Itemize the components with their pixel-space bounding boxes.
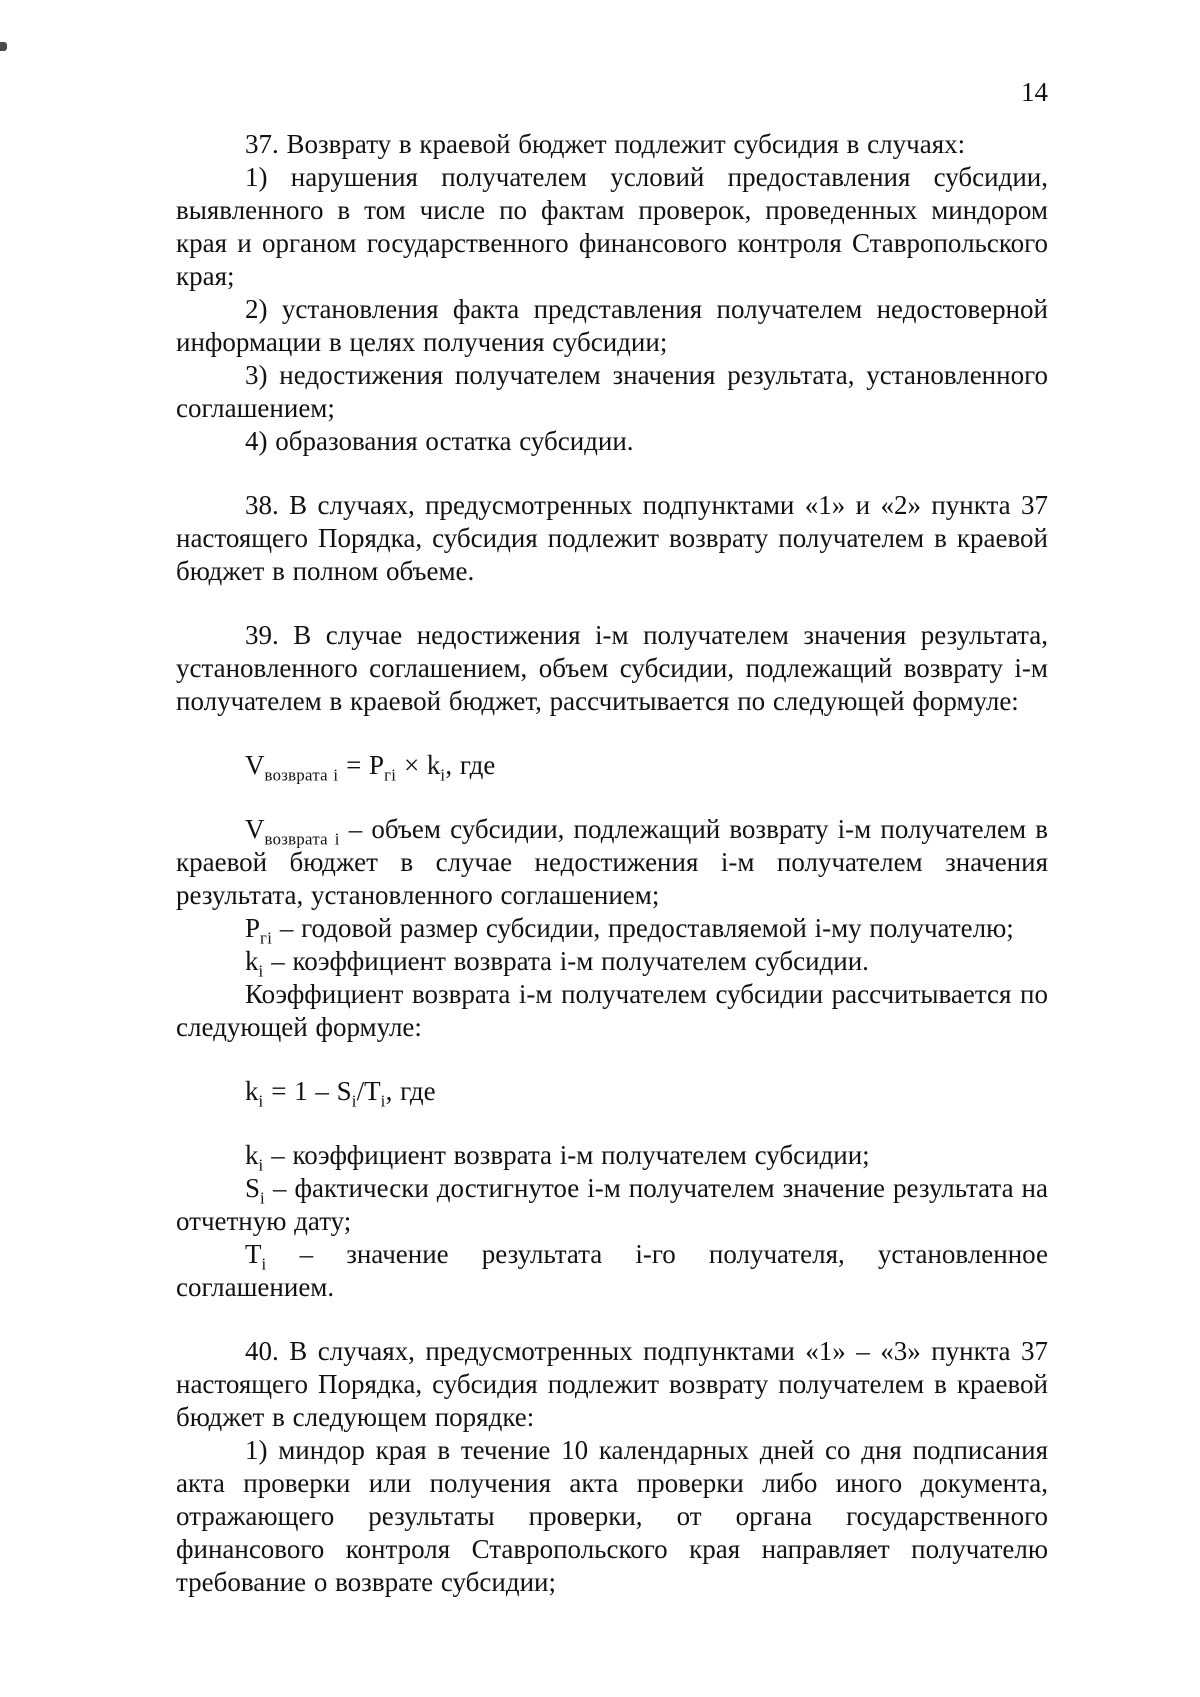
text-segment: k xyxy=(245,1140,259,1170)
text-segment: T xyxy=(245,1239,262,1269)
para-37-sub-3 xyxy=(176,359,1048,425)
scan-artifact xyxy=(0,42,7,51)
text-segment: = 1 – S xyxy=(263,1076,352,1106)
formula-subscript: гi xyxy=(384,765,397,785)
text-segment: 1) миндор края в течение 10 календарных дней со дня подписания акта проверки или получения акта проверки либо иного документа, отражающего результаты проверки, от органа государственного финансового контроля Ставропольского края направляет получателю требование о возврате субсидии; xyxy=(176,1435,1048,1597)
text-segment: 3) недостижения получателем значения результата, установленного соглашением; xyxy=(176,360,1048,423)
formula-subscript: i xyxy=(260,1188,265,1208)
para-coefficient-intro xyxy=(176,978,1048,1044)
page-number: 14 xyxy=(1021,77,1048,107)
text-segment: – значение результата i-го получателя, установленное соглашением. xyxy=(176,1239,1048,1302)
page-body xyxy=(176,128,1048,1599)
formula-subscript: возврата i xyxy=(264,765,339,785)
text-segment: V xyxy=(245,814,265,844)
text-segment: – коэффициент возврата i-м получателем субсидии; xyxy=(263,1140,870,1170)
para-40 xyxy=(176,1335,1048,1434)
para-39 xyxy=(176,619,1048,718)
text-segment: – фактически достигнутое i-м получателем значение результата на отчетную дату; xyxy=(176,1173,1048,1236)
text-segment: k xyxy=(245,1076,259,1106)
para-37 xyxy=(176,128,1048,161)
para-37-sub-1 xyxy=(176,161,1048,293)
text-segment: , где xyxy=(445,750,496,780)
definition-t-target xyxy=(176,1238,1048,1304)
text-segment: V xyxy=(245,750,265,780)
text-segment: 1) нарушения получателем условий предоставления субсидии, выявленного в том числе по фактам проверок, проведенных миндором края и органом государственного финансового контроля Ставропольского края; xyxy=(176,162,1048,291)
text-segment: Коэффициент возврата i-м получателем субсидии рассчитывается по следующей формуле: xyxy=(176,979,1048,1042)
text-segment: P xyxy=(245,913,261,943)
definition-p-annual xyxy=(176,912,1048,948)
formula-subscript: гi xyxy=(260,928,273,948)
formula-subscript: возврата i xyxy=(264,829,340,849)
formula-return-volume xyxy=(176,749,1048,785)
formula-subscript: i xyxy=(440,765,446,785)
formula-subscript: i xyxy=(258,961,264,981)
text-segment: 37. Возврату в краевой бюджет подлежит субсидия в случаях: xyxy=(245,129,966,159)
formula-coefficient xyxy=(176,1075,1048,1111)
formula-subscript: i xyxy=(351,1091,357,1111)
text-segment: 38. В случаях, предусмотренных подпунктами «1» и «2» пункта 37 настоящего Порядка, субсидия подлежит возврату получателем в краевой бюджет в полном объеме. xyxy=(176,490,1048,586)
text-segment: × k xyxy=(396,750,441,780)
text-segment: 40. В случаях, предусмотренных подпунктами «1» – «3» пункта 37 настоящего Порядка, субсидия подлежит возврату получателем в краевой бюджет в следующем порядке: xyxy=(176,1336,1048,1432)
formula-subscript: i xyxy=(380,1091,386,1111)
para-37-sub-2 xyxy=(176,293,1048,359)
text-segment: 4) образования остатка субсидии. xyxy=(245,426,634,456)
formula-subscript: i xyxy=(258,1155,264,1175)
text-segment: k xyxy=(245,946,259,976)
definition-s-achieved xyxy=(176,1172,1048,1238)
text-segment: 39. В случае недостижения i-м получателем значения результата, установленного соглашением, объем субсидии, подлежащий возврату i-м получателем в краевой бюджет, рассчитывается по следующей формуле: xyxy=(176,620,1048,716)
para-37-sub-4 xyxy=(176,425,1048,458)
para-40-sub-1 xyxy=(176,1434,1048,1599)
definition-v-return xyxy=(176,813,1048,912)
para-38 xyxy=(176,489,1048,588)
text-segment: /T xyxy=(356,1076,381,1106)
text-segment: = P xyxy=(338,750,385,780)
text-segment: 2) установления факта представления получателем недостоверной информации в целях получения субсидии; xyxy=(176,294,1048,357)
text-segment: – годовой размер субсидии, предоставляемой i-му получателю; xyxy=(272,913,1014,943)
text-segment: S xyxy=(245,1173,261,1203)
text-segment: , где xyxy=(385,1076,436,1106)
text-segment: – коэффициент возврата i-м получателем субсидии. xyxy=(263,946,869,976)
definition-k-coefficient xyxy=(176,945,1048,981)
text-segment: – объем субсидии, подлежащий возврату i-м получателем в краевой бюджет в случае недостижения i-м получателем значения результата, установленного соглашением; xyxy=(176,814,1048,910)
definition-k2-coefficient xyxy=(176,1139,1048,1175)
formula-subscript: i xyxy=(258,1091,264,1111)
formula-subscript: i xyxy=(261,1254,267,1274)
